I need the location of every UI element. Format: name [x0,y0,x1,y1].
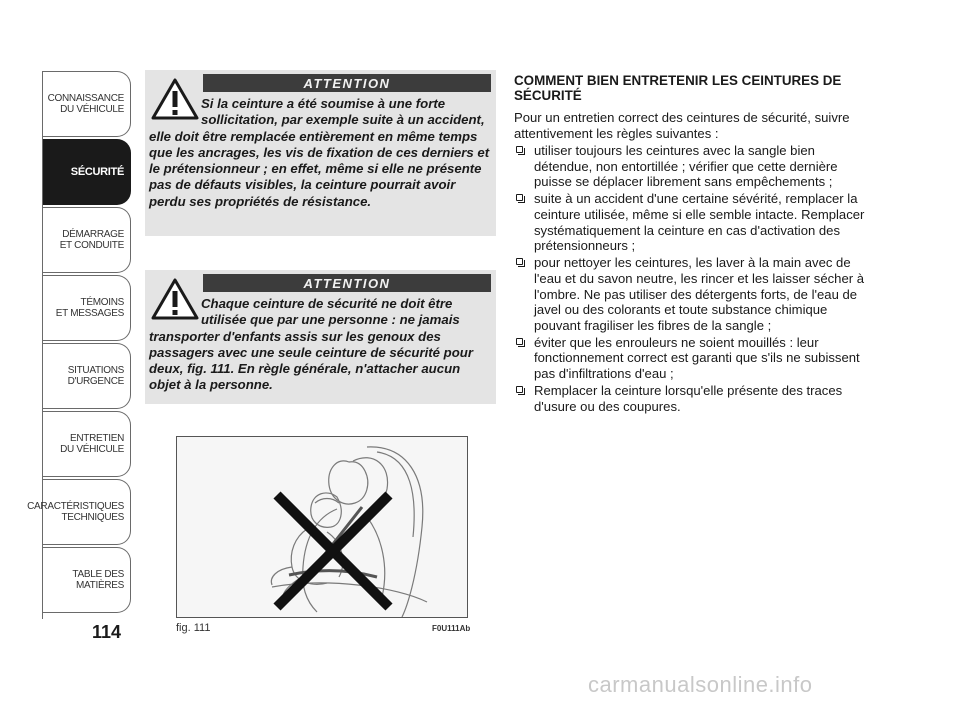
figure-code: F0U111Ab [432,624,471,633]
checkbox-bullet-icon [516,338,523,345]
figure-caption: fig. 111 [176,622,211,634]
list-item [514,335,869,382]
checkbox-bullet-icon [516,146,523,153]
chapter-sidebar [27,71,133,619]
list-item-text: éviter que les enrouleurs ne soient mouillés : leur fonctionnement correct est garanti que s'ils ne subissent pas d'infiltrations d'eau ; [534,334,860,381]
attention-box-1 [145,70,496,236]
page-number: 114 [92,622,122,642]
attention-text: Si la ceinture a été soumise à une forte sollicitation, par exemple suite à un accident, elle doit être remplacée entièrement en même temps que les ancrages, les vis de fixation de ces derniers et le prétensionneur ; en effet, même si elle ne présente pas de défauts visibles, la ceinture pourrait avoir perdu ses propriétés de résistance. [149,96,490,209]
child-on-lap-illustration [177,437,467,617]
tab-situations-d-urgence[interactable] [43,343,131,409]
maintenance-section [514,73,869,416]
attention-text: Chaque ceinture de sécurité ne doit être utilisée que par une personne : ne jamais transporter d'enfants assis sur les genoux des passagers avec une seule ceinture de sécurité pour deux, fig. 111. En règle générale, n'attacher aucun objet à la personne. [149,296,473,393]
tab-label: SÉCURITÉ [70,165,124,178]
tab-label: CONNAISSANCE DU VÉHICULE [47,93,124,115]
tab-table-des-matieres[interactable] [43,547,131,613]
tab-caracteristiques-techniques[interactable] [27,479,131,545]
list-item [514,255,869,333]
tab-connaissance-du-vehicule[interactable] [43,71,131,137]
watermark: carmanualsonline.info [588,672,813,697]
list-item-text: pour nettoyer les ceintures, les laver à la main avec de l'eau et du savon neutre, les rincer et les laisser sécher à l'ombre. Ne pas utiliser des détergents forts, de l'eau de javel ou des colorants et toute substance chimique pouvant fragiliser les fibres de la sangle ; [534,255,865,333]
list-item-text: Remplacer la ceinture lorsqu'elle présente des traces d'usure ou des coupures. [534,383,843,414]
checkbox-bullet-icon [516,386,523,393]
tab-label: ENTRETIEN DU VÉHICULE [60,433,124,455]
tab-label: TÉMOINS ET MESSAGES [55,297,124,319]
tab-label: TABLE DES MATIÈRES [72,569,124,591]
figure-111-illustration [176,436,468,618]
tab-demarrage-et-conduite[interactable] [43,207,131,273]
tab-securite[interactable] [43,139,131,205]
maintenance-list [514,143,869,414]
checkbox-bullet-icon [516,258,523,265]
section-intro: Pour un entretien correct des ceintures de sécurité, suivre attentivement les règles suivantes : [514,110,850,141]
list-item-text: utiliser toujours les ceintures avec la sangle bien détendue, non entortillée ; vérifier que cette dernière puisse se déplacer librement sans empêchements ; [534,143,838,190]
tab-label: SITUATIONS D'URGENCE [67,365,124,387]
list-item [514,191,869,253]
attention-title: ATTENTION [203,274,491,292]
attention-box-2 [145,270,496,404]
checkbox-bullet-icon [516,194,523,201]
list-item-text: suite à un accident d'une certaine sévérité, remplacer la ceinture utilisée, même si elle semble intacte. Remplacer systématiquement la ceinture en cas d'activation des prétensionneurs ; [534,191,865,254]
tab-entretien-du-vehicule[interactable] [43,411,131,477]
list-item [514,383,869,414]
tab-label: DÉMARRAGE ET CONDUITE [59,229,124,251]
attention-title: ATTENTION [203,74,491,92]
section-title: COMMENT BIEN ENTRETENIR LES CEINTURES DE SÉCURITÉ [514,73,842,103]
list-item [514,143,869,190]
tab-label: CARACTÉRISTIQUES TECHNIQUES [27,501,124,523]
tab-temoins-et-messages[interactable] [43,275,131,341]
